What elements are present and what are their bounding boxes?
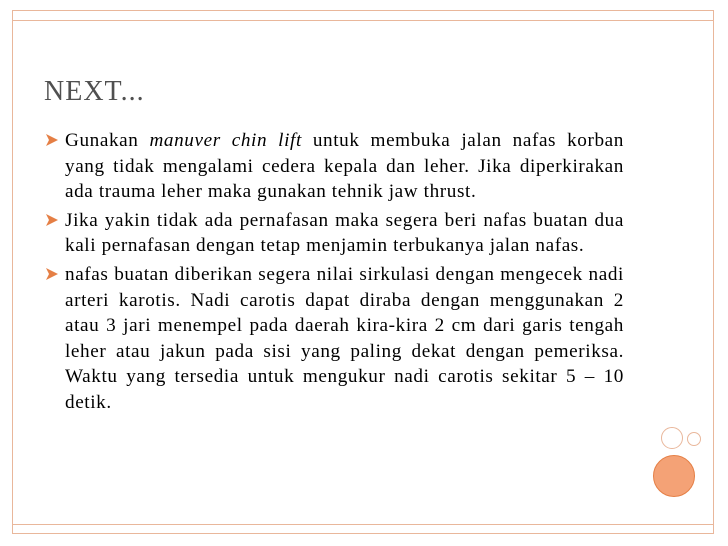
- bullet-arrow-icon: [44, 212, 60, 228]
- bullet-item: [44, 128, 624, 205]
- top-rule: [12, 20, 714, 21]
- slide-title: NEXT...: [44, 76, 145, 107]
- bullet-item: [44, 262, 624, 416]
- bullet-arrow-icon: [44, 132, 60, 148]
- bullet-text: untuk membuka jalan nafas korban yang tidak mengalami cedera kepala dan leher. Jika diperkirakan ada trauma leher maka gunakan tehnik jaw thrust.: [65, 130, 624, 203]
- bullet-arrow-icon: [44, 266, 60, 282]
- bullet-list: [44, 128, 624, 419]
- decorative-orange-circle: [653, 455, 695, 497]
- bullet-text: Gunakan: [65, 130, 150, 151]
- bullet-item: [44, 208, 624, 259]
- bullet-text: Jika yakin tidak ada pernafasan maka segera beri nafas buatan dua kali pernafasan dengan tetap menjamin terbukanya jalan nafas.: [65, 209, 624, 257]
- bullet-text: nafas buatan diberikan segera nilai sirkulasi dengan mengecek nadi arteri karotis. Nadi carotis dapat diraba dengan menggunakan 2 atau 3 jari menempel pada daerah kira-kira 2 cm dari garis tengah leher atau jakun pada sisi yang paling dekat dengan pemeriksa. Waktu yang tersedia untuk mengukur nadi carotis sekitar 5 – 10 detik.: [65, 263, 624, 413]
- bottom-rule: [12, 524, 714, 525]
- decorative-tiny-circle: [687, 432, 701, 446]
- decorative-small-circle: [661, 427, 683, 449]
- bullet-italic-text: manuver chin lift: [149, 130, 302, 151]
